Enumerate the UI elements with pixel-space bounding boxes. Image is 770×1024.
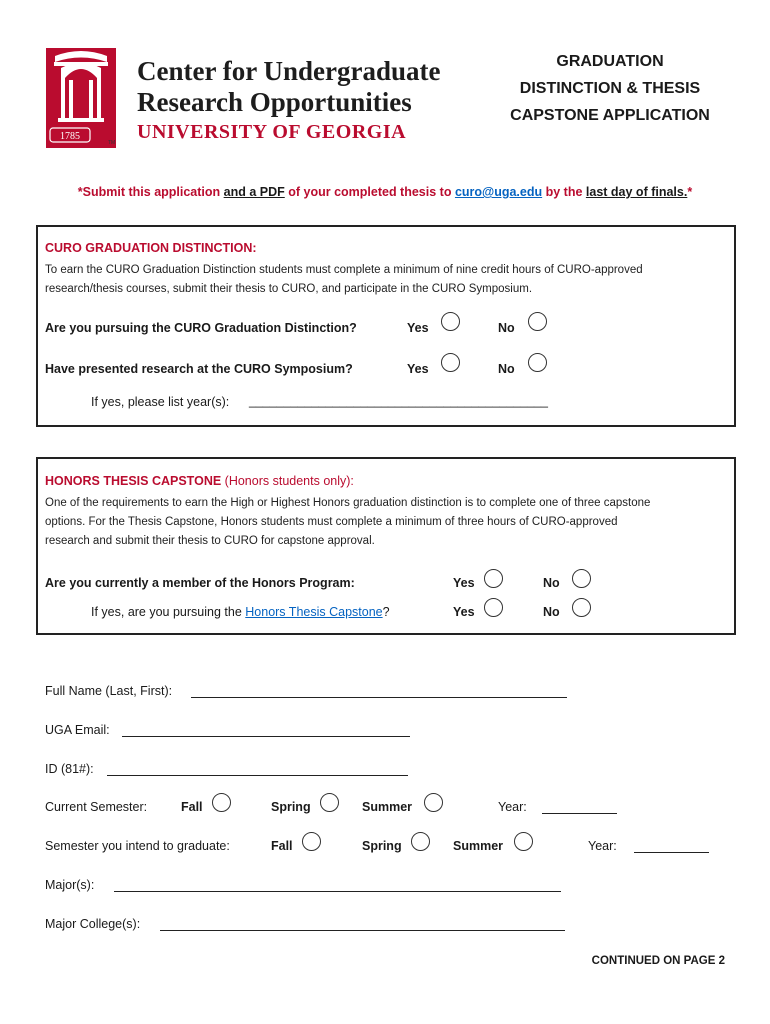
honors-thesis-capstone-link[interactable]: Honors Thesis Capstone	[245, 605, 383, 619]
curo-distinction-question: Are you pursuing the CURO Graduation Distinction?	[45, 321, 357, 335]
honors-capstone-question: If yes, are you pursuing the Honors Thesis Capstone?	[91, 605, 390, 619]
symposium-years-field[interactable]: ___________________________________________	[249, 394, 548, 408]
uga-email-field[interactable]	[122, 736, 410, 737]
major-college-label: Major College(s):	[45, 917, 141, 931]
grad-year-field[interactable]	[634, 852, 709, 853]
uga-arch-logo	[46, 48, 116, 148]
curo-distinction-no-radio[interactable]	[528, 312, 547, 331]
honors-description: One of the requirements to earn the High or Highest Honors graduation distinction is to complete one of three capstone options. For the Thesis Capstone, Honors students must complete a minimum of three hours of CURO-approved research and submit their thesis to CURO for capstone approval.	[45, 497, 651, 547]
title-line3: CAPSTONE APPLICATION	[510, 107, 710, 124]
continued-notice: CONTINUED ON PAGE 2	[591, 955, 725, 967]
current-spring-radio[interactable]	[320, 793, 339, 812]
id-label: ID (81#):	[45, 762, 94, 776]
no-label: No	[498, 362, 515, 376]
fall-label: Fall	[181, 800, 203, 814]
no-label: No	[498, 321, 515, 335]
honors-member-question: Are you currently a member of the Honors Program:	[45, 576, 355, 590]
summer-label: Summer	[362, 800, 413, 814]
notice-text: by the	[542, 185, 586, 199]
title-line2: DISTINCTION & THESIS	[519, 80, 701, 97]
id-field[interactable]	[107, 775, 408, 776]
org-name-line1: Center for Undergraduate	[137, 56, 441, 86]
yes-label: Yes	[453, 576, 475, 590]
honors-capstone-yes-radio[interactable]	[484, 598, 503, 617]
title-line1: GRADUATION	[556, 53, 664, 70]
university-name: UNIVERSITY OF GEORGIA	[137, 121, 407, 143]
honors-member-yes-radio[interactable]	[484, 569, 503, 588]
yes-label: Yes	[407, 362, 429, 376]
submission-notice	[0, 185, 770, 199]
spring-label: Spring	[271, 800, 311, 814]
no-label: No	[543, 576, 560, 590]
fall-label: Fall	[271, 839, 293, 853]
curo-email-link[interactable]: curo@uga.edu	[454, 185, 543, 199]
no-label: No	[543, 605, 560, 619]
notice-text: of your completed thesis to	[284, 185, 455, 199]
logo-year: 1785	[60, 131, 80, 142]
yes-label: Yes	[407, 321, 429, 335]
symposium-years-label: If yes, please list year(s):	[91, 395, 230, 409]
current-year-field[interactable]	[542, 813, 617, 814]
curo-symposium-question: Have presented research at the CURO Symposium?	[45, 362, 353, 376]
majors-label: Major(s):	[45, 878, 95, 892]
full-name-field[interactable]	[191, 697, 567, 698]
notice-deadline: last day of finals.	[585, 185, 688, 199]
honors-heading: HONORS THESIS CAPSTONE (Honors students only):	[45, 474, 354, 488]
application-title	[490, 48, 730, 129]
summer-label: Summer	[453, 839, 504, 853]
curo-symposium-no-radio[interactable]	[528, 353, 547, 372]
curo-distinction-yes-radio[interactable]	[441, 312, 460, 331]
current-summer-radio[interactable]	[424, 793, 443, 812]
yes-label: Yes	[453, 605, 475, 619]
grad-fall-radio[interactable]	[302, 832, 321, 851]
current-semester-label: Current Semester:	[45, 800, 148, 814]
trademark-mark: TM	[108, 140, 116, 146]
grad-semester-label: Semester you intend to graduate:	[45, 839, 230, 853]
honors-member-no-radio[interactable]	[572, 569, 591, 588]
full-name-label: Full Name (Last, First):	[45, 684, 173, 698]
grad-spring-radio[interactable]	[411, 832, 430, 851]
notice-pdf: and a PDF	[223, 185, 285, 199]
notice-text: *Submit this application	[77, 185, 224, 199]
uga-email-label: UGA Email:	[45, 723, 110, 737]
curo-heading: CURO GRADUATION DISTINCTION:	[45, 241, 257, 255]
notice-text: *	[687, 185, 693, 199]
majors-field[interactable]	[114, 891, 561, 892]
spring-label: Spring	[362, 839, 402, 853]
curo-symposium-yes-radio[interactable]	[441, 353, 460, 372]
honors-capstone-no-radio[interactable]	[572, 598, 591, 617]
org-name-line2: Research Opportunities	[137, 87, 412, 117]
grad-year-label: Year:	[588, 839, 617, 853]
grad-summer-radio[interactable]	[514, 832, 533, 851]
current-year-label: Year:	[498, 800, 527, 814]
major-college-field[interactable]	[160, 930, 565, 931]
current-fall-radio[interactable]	[212, 793, 231, 812]
curo-description: To earn the CURO Graduation Distinction students must complete a minimum of nine credit hours of CURO-approved research/thesis courses, submit their thesis to CURO, and participate in the CURO Symposium.	[45, 264, 643, 295]
